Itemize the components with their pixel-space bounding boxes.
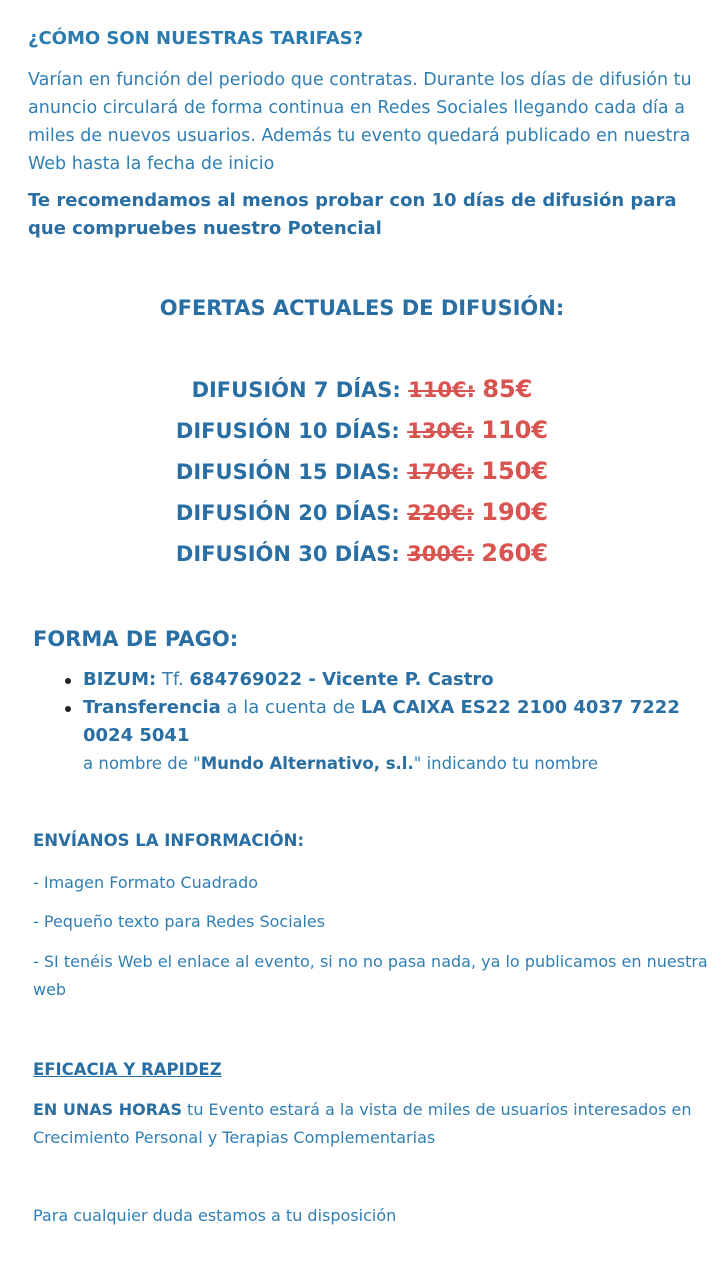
payment-item-bizum (63, 666, 703, 694)
tarifas-intro: Varían en función del periodo que contratas. Durante los días de difusión tu anuncio circulará de forma continua en Redes Sociales llegando cada día a miles de nuevos usuarios. Además tu evento quedará publicado en nuestra Web hasta la fecha de inicio (28, 70, 692, 174)
info-title: ENVÍANOS LA INFORMACIÓN: (33, 831, 305, 850)
payment-list (63, 666, 703, 778)
closing-text: Para cualquier duda estamos a tu disposición (33, 1206, 397, 1225)
offer-old-price: 130€: (407, 419, 474, 443)
info-line: - SI tenéis Web el enlace al evento, si no no pasa nada, ya lo publicamos en nuestra web (33, 952, 708, 999)
bizum-label: BIZUM: (83, 669, 157, 690)
offer-label: DIFUSIÓN 10 DÍAS: (175, 419, 400, 443)
payment-title: FORMA DE PAGO: (33, 627, 239, 651)
recommendation-text: Te recomendamos al menos probar con 10 días de difusión para que compruebes nuestro Potencial (28, 190, 677, 239)
info-line: - Pequeño texto para Redes Sociales (33, 912, 326, 931)
bizum-detail: 684769022 - Vicente P. Castro (189, 669, 494, 690)
eficacia-text (33, 1096, 713, 1152)
offer-row (0, 457, 724, 485)
offer-label: DIFUSIÓN 20 DÍAS: (175, 501, 400, 525)
eficacia-body: tu Evento estará a la vista de miles de usuarios interesados en Crecimiento Personal y Terapias Complementarias (33, 1100, 692, 1147)
info-line: - Imagen Formato Cuadrado (33, 873, 259, 892)
eficacia-bold: EN UNAS HORAS (33, 1100, 182, 1119)
bullet-icon (65, 706, 71, 712)
holder-name: Mundo Alternativo, s.l. (200, 754, 414, 773)
offer-old-price: 170€: (407, 460, 474, 484)
bullet-icon (65, 678, 71, 684)
offer-row (0, 498, 724, 526)
offer-row (0, 539, 724, 567)
transfer-account: LA CAIXA ES22 2100 4037 7222 0024 5041 (83, 697, 680, 746)
tarifas-title: ¿CÓMO SON NUESTRAS TARIFAS? (28, 28, 364, 49)
bizum-tf: Tf. (161, 669, 184, 690)
offer-price: 150€ (481, 457, 549, 485)
offer-label: DIFUSIÓN 30 DÍAS: (175, 542, 400, 566)
offer-old-price: 300€: (407, 542, 474, 566)
holder-pre: a nombre de " (83, 754, 201, 773)
offer-row (0, 375, 724, 403)
offer-label: DIFUSIÓN 7 DÍAS: (191, 378, 401, 402)
offer-price: 85€ (482, 375, 533, 403)
offers-title: OFERTAS ACTUALES DE DIFUSIÓN: (159, 296, 565, 320)
offer-price: 110€ (481, 416, 549, 444)
offer-label: DIFUSIÓN 15 DIAS: (175, 460, 400, 484)
transfer-label: Transferencia (83, 697, 221, 718)
offer-old-price: 220€: (407, 501, 474, 525)
offer-row (0, 416, 724, 444)
payment-item-transfer (63, 694, 703, 778)
offer-price: 190€ (481, 498, 549, 526)
transfer-mid: a la cuenta de (226, 697, 356, 718)
offer-old-price: 110€: (408, 378, 475, 402)
eficacia-title: EFICACIA Y RAPIDEZ (33, 1060, 222, 1079)
offer-price: 260€ (481, 539, 549, 567)
account-holder (83, 750, 703, 778)
holder-post: " indicando tu nombre (413, 754, 598, 773)
